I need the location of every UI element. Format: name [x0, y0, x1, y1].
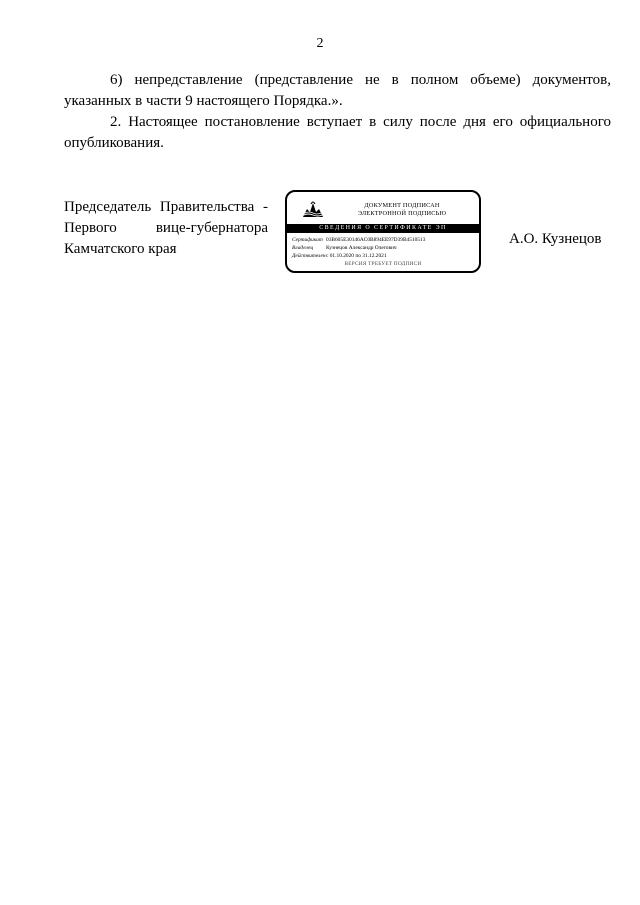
- signer-title-line-3: Камчатского края: [64, 241, 177, 257]
- stamp-label-owner: Владелец: [292, 245, 314, 251]
- stamp-certificate-bar: СВЕДЕНИЯ О СЕРТИФИКАТЕ ЭП: [287, 224, 479, 233]
- stamp-row-validity: [292, 252, 478, 260]
- page-number: 2: [316, 36, 324, 51]
- stamp-row-owner: [292, 244, 478, 252]
- signer-position: [64, 197, 268, 260]
- paragraph-item-6: 6) непредставление (представление не в полном объеме) документов, указанных в части 9 настоящего Порядка.».: [64, 72, 611, 109]
- document-body: [64, 70, 611, 154]
- stamp-header-line-2: ЭЛЕКТРОННОЙ ПОДПИСЬЮ: [357, 210, 447, 217]
- paragraph-2: 2. Настоящее постановление вступает в силу после дня его официального опубликования.: [64, 114, 611, 151]
- stamp-row-certificate: [292, 236, 478, 244]
- stamp-header-line-1: ДОКУМЕНТ ПОДПИСАН: [364, 202, 440, 209]
- stamp-certificate-details: [292, 236, 478, 260]
- kamchatka-coat-of-arms-icon: [302, 200, 324, 218]
- stamp-header: [327, 202, 477, 218]
- stamp-label-validity: Действителен: [292, 253, 326, 259]
- stamp-value-certificate: 03B605E30146AC0B894EE97D39B4510513: [326, 237, 426, 243]
- signer-title-line-2: Первого вице-губернатора: [64, 220, 268, 236]
- stamp-label-certificate: Сертификат: [292, 237, 323, 243]
- signer-title-line-1: Председатель Правительства -: [64, 199, 268, 215]
- signer-name: А.О. Кузнецов: [509, 231, 602, 247]
- electronic-signature-stamp: [285, 190, 481, 273]
- stamp-value-validity: с 01.10.2020 по 31.12.2021: [326, 253, 387, 259]
- stamp-value-owner: Кузнецов Александр Олегович: [326, 245, 397, 251]
- stamp-footer: ВЕРСИЯ ТРЕБУЕТ ПОДПИСИ: [344, 261, 422, 267]
